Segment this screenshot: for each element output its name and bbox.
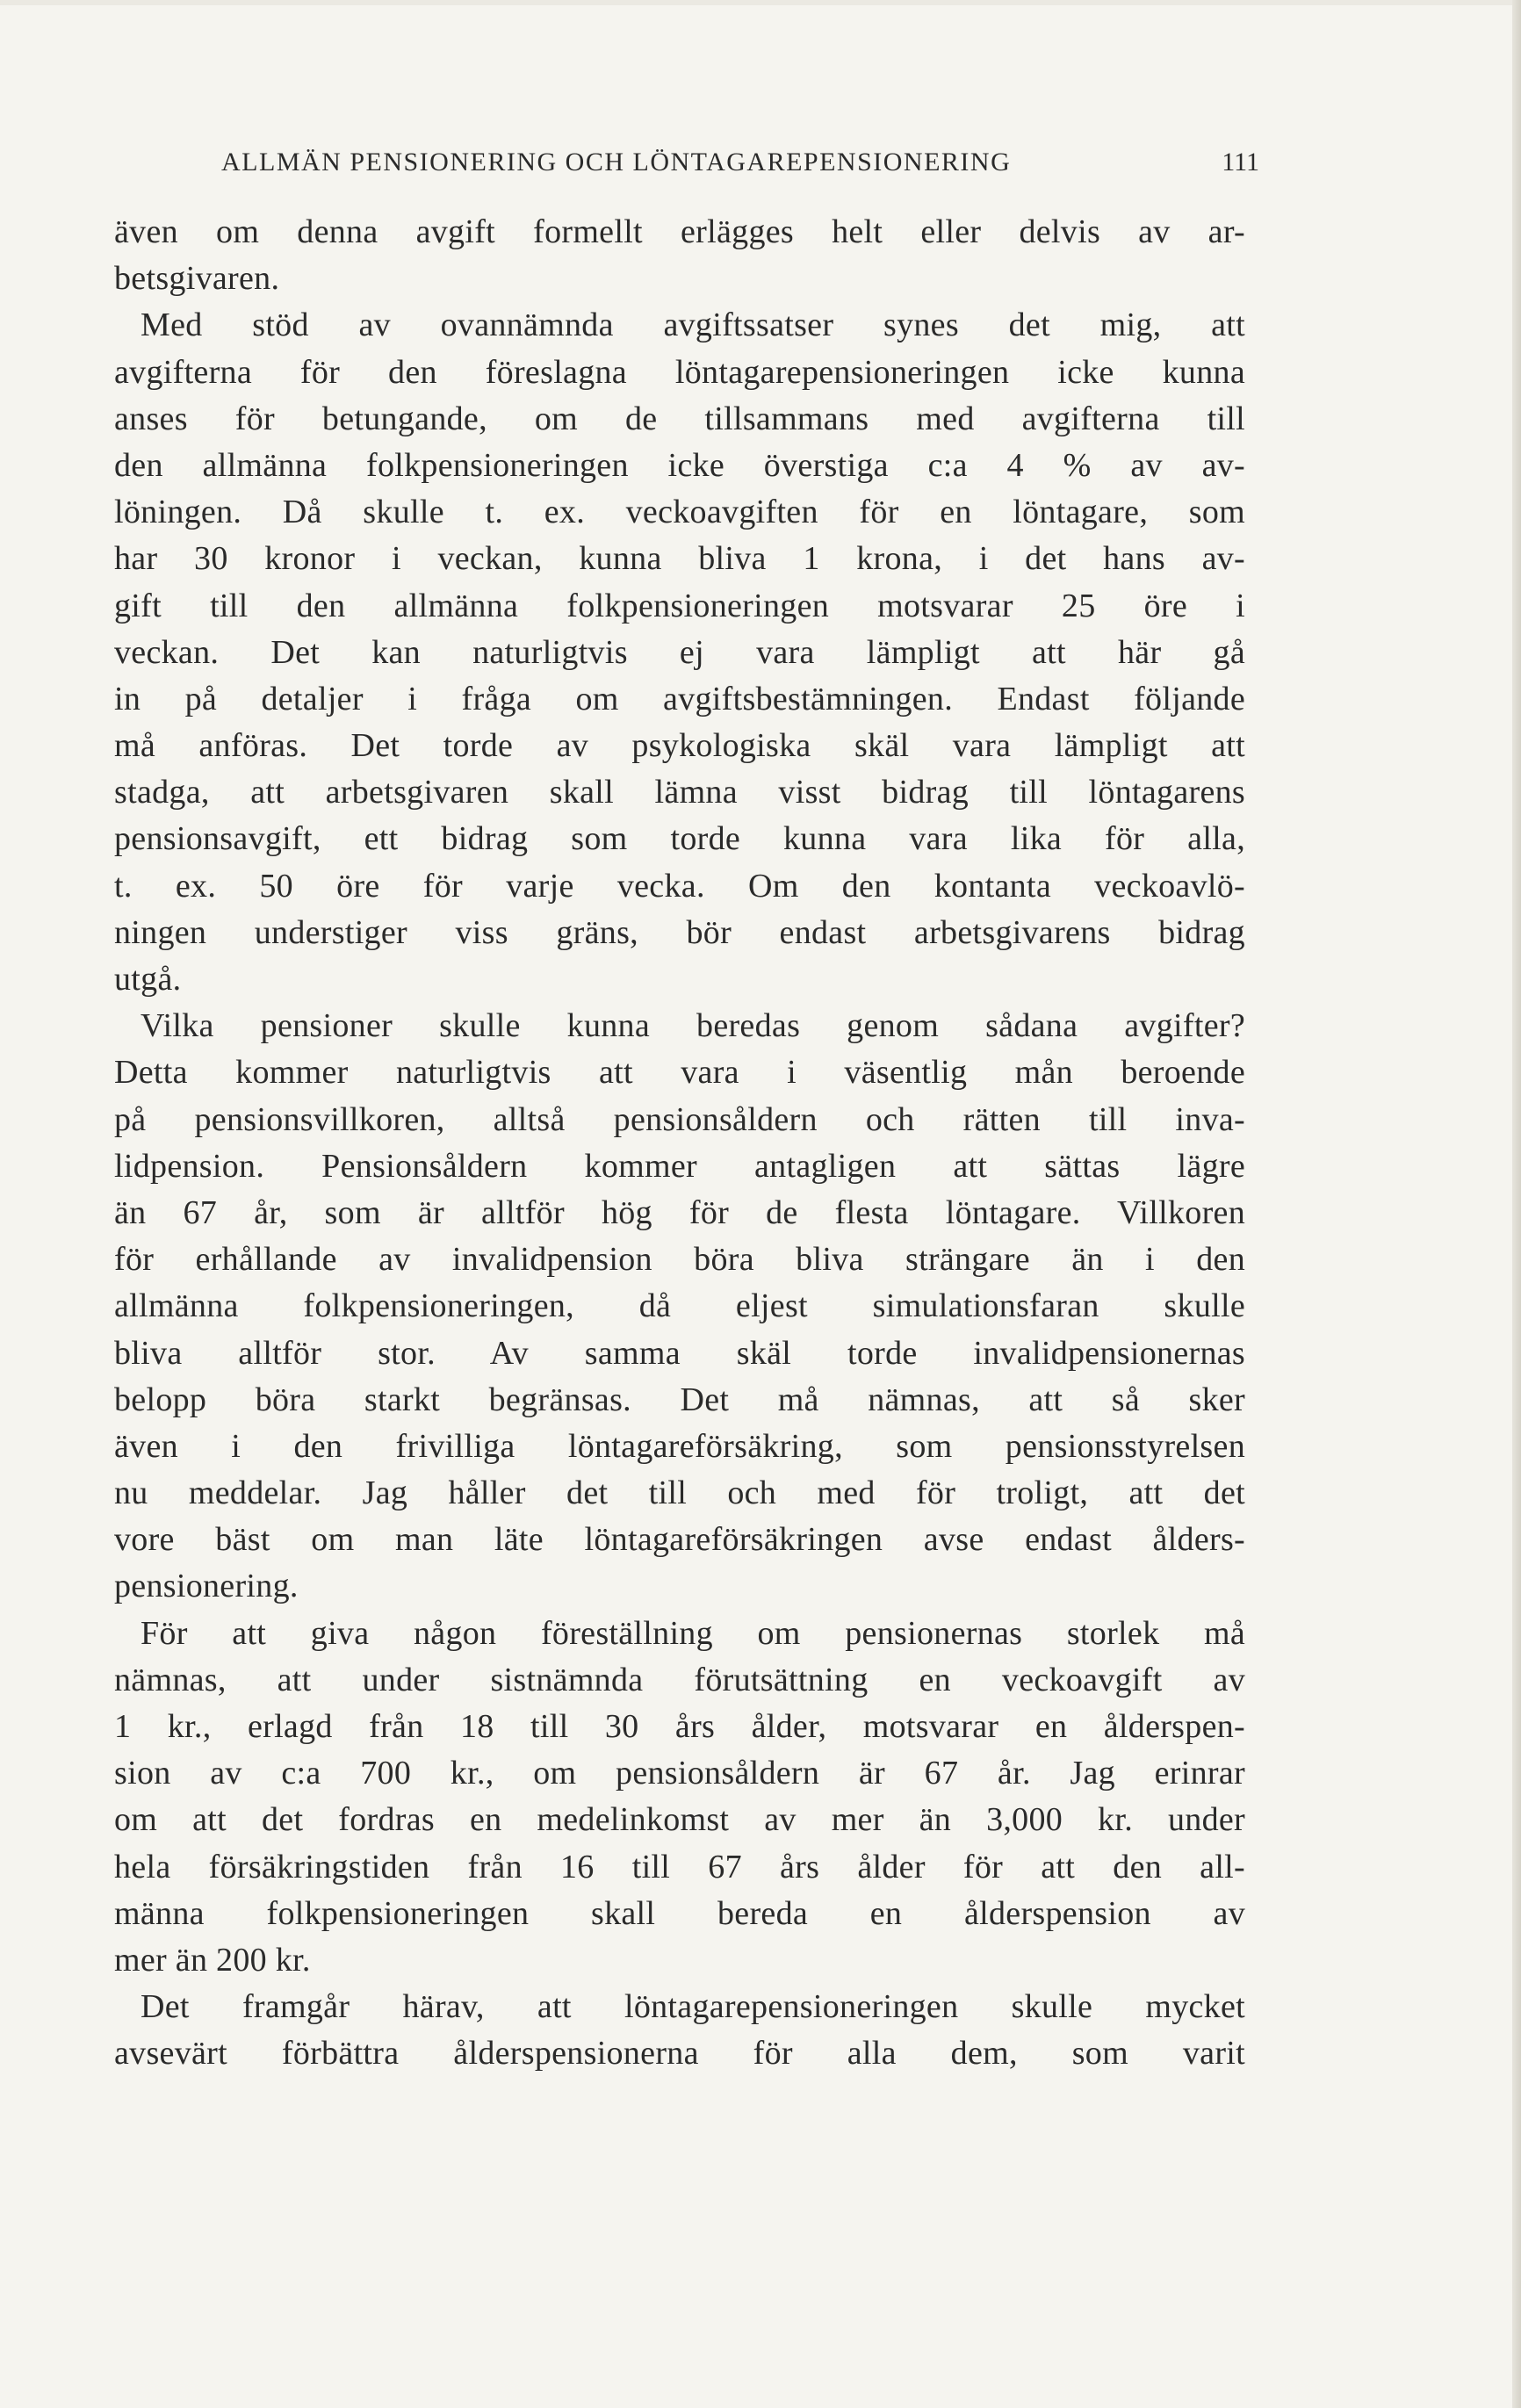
text-line: än 67 år, som är alltför hög för de flesta löntagare. Villkoren xyxy=(114,1193,1245,1231)
text-line: pensionering. xyxy=(114,1568,299,1605)
text-line: veckan. Det kan naturligtvis ej vara lämpligt att här gå xyxy=(114,633,1245,671)
text-line: lidpension. Pensionsåldern kommer antagligen att sättas lägre xyxy=(114,1147,1245,1185)
text-line: även om denna avgift formellt erlägges helt eller delvis av ar- xyxy=(114,213,1245,250)
page-number: 111 xyxy=(1222,148,1259,177)
running-title: ALLMÄN PENSIONERING OCH LÖNTAGAREPENSIONERING xyxy=(221,148,1012,177)
text-line: gift till den allmänna folkpensioneringen motsvarar 25 öre i xyxy=(114,587,1245,624)
text-line: om att det fordras en medelinkomst av mer än 3,000 kr. under xyxy=(114,1801,1245,1839)
text-line: 1 kr., erlagd från 18 till 30 års ålder, motsvarar en ålderspen- xyxy=(114,1708,1245,1745)
text-line: stadga, att arbetsgivaren skall lämna visst bidrag till löntagarens xyxy=(114,774,1245,811)
text-line: ningen understiger viss gräns, bör endast arbetsgivarens bidrag xyxy=(114,913,1245,951)
text-line: nämnas, att under sistnämnda förutsättning en veckoavgift av xyxy=(114,1661,1245,1698)
text-line: anses för betungande, om de tillsammans med avgifterna till xyxy=(114,400,1245,437)
text-line: avgifterna för den föreslagna löntagarepensioneringen icke kunna xyxy=(114,353,1245,391)
page-right-edge xyxy=(1512,0,1521,2408)
text-line: betsgivaren. xyxy=(114,260,280,298)
running-header xyxy=(221,148,1259,191)
text-line: avsevärt förbättra ålderspensionerna för alla dem, som varit xyxy=(114,2035,1245,2073)
text-line: Med stöd av ovannämnda avgiftssatser synes det mig, att xyxy=(141,306,1245,344)
text-line: löningen. Då skulle t. ex. veckoavgiften för en löntagare, som xyxy=(114,494,1245,531)
text-line: sion av c:a 700 kr., om pensionsåldern är 67 år. Jag erinrar xyxy=(114,1755,1245,1792)
text-line: hela försäkringstiden från 16 till 67 års ålder för att den all- xyxy=(114,1848,1245,1885)
text-line: allmänna folkpensioneringen, då eljest simulationsfaran skulle xyxy=(114,1287,1245,1325)
text-line: den allmänna folkpensioneringen icke överstiga c:a 4 % av av- xyxy=(114,446,1245,484)
text-line: vore bäst om man läte löntagareförsäkringen avse endast ålders- xyxy=(114,1521,1245,1559)
text-line: Det framgår härav, att löntagarepensioneringen skulle mycket xyxy=(141,1988,1245,2026)
text-line: mer än 200 kr. xyxy=(114,1941,311,1979)
text-line: på pensionsvillkoren, alltså pensionsåldern och rätten till inva- xyxy=(114,1100,1245,1138)
text-line: männa folkpensioneringen skall bereda en ålderspension av xyxy=(114,1894,1245,1932)
text-line: t. ex. 50 öre för varje vecka. Om den kontanta veckoavlö- xyxy=(114,867,1245,905)
text-line: må anföras. Det torde av psykologiska skäl vara lämpligt att xyxy=(114,727,1245,765)
text-line: För att giva någon föreställning om pensionernas storlek må xyxy=(141,1614,1245,1652)
text-line: belopp böra starkt begränsas. Det må nämnas, att så sker xyxy=(114,1381,1245,1418)
text-line: även i den frivilliga löntagareförsäkring, som pensionsstyrelsen xyxy=(114,1427,1245,1465)
body-text xyxy=(114,209,1245,2078)
text-line: för erhållande av invalidpension böra bliva strängare än i den xyxy=(114,1241,1245,1279)
text-line: Vilka pensioner skulle kunna beredas genom sådana avgifter? xyxy=(141,1007,1245,1045)
text-line: utgå. xyxy=(114,961,182,998)
text-line: pensionsavgift, ett bidrag som torde kunna vara lika för alla, xyxy=(114,820,1245,858)
text-line: har 30 kronor i veckan, kunna bliva 1 krona, i det hans av- xyxy=(114,540,1245,578)
text-line: in på detaljer i fråga om avgiftsbestämningen. Endast följande xyxy=(114,680,1245,717)
text-line: Detta kommer naturligtvis att vara i väsentlig mån beroende xyxy=(114,1054,1245,1092)
page-top-edge xyxy=(0,0,1521,5)
text-line: nu meddelar. Jag håller det till och med för troligt, att det xyxy=(114,1474,1245,1512)
text-line: bliva alltför stor. Av samma skäl torde invalidpensionernas xyxy=(114,1334,1245,1372)
